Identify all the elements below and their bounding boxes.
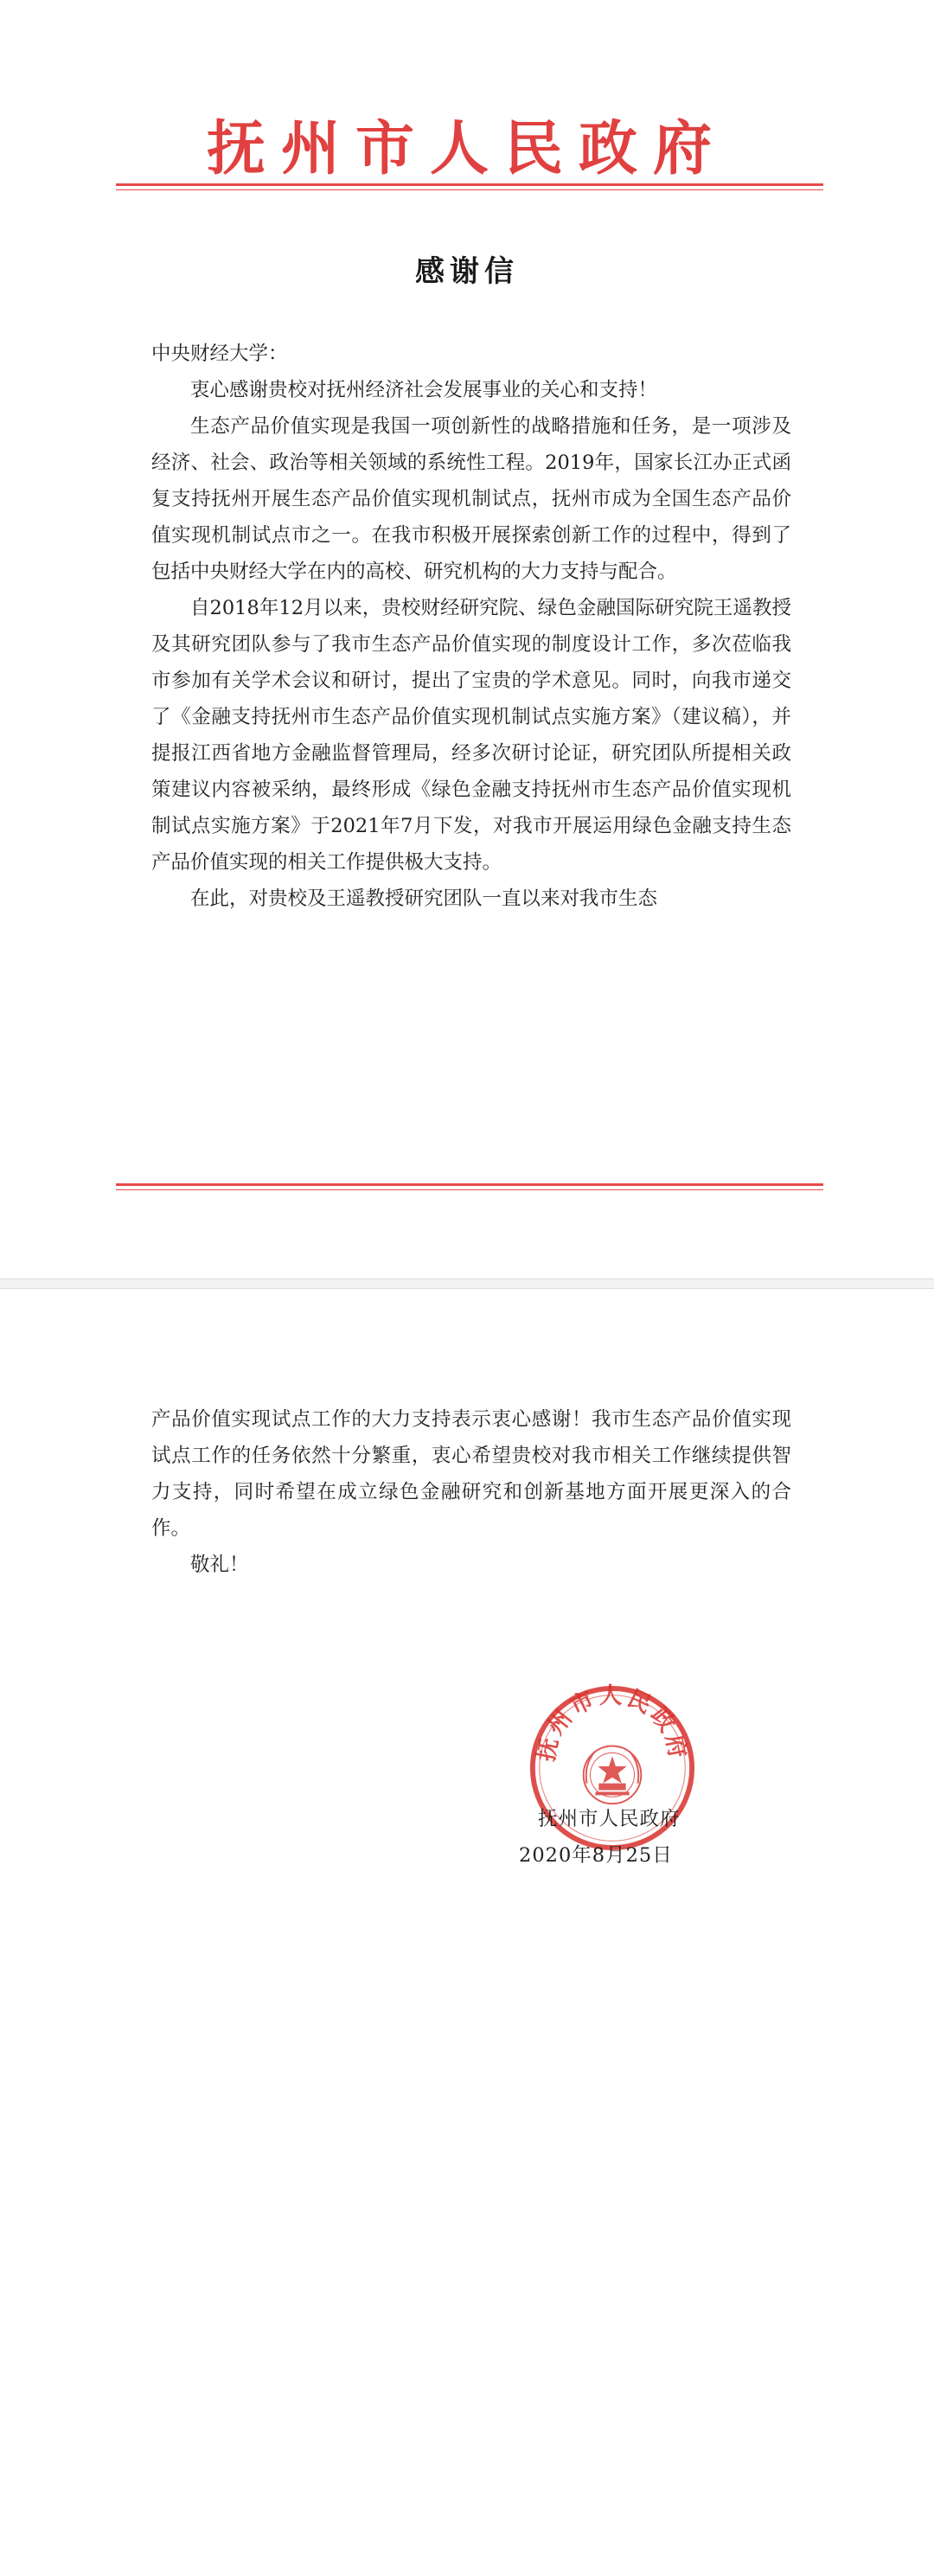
letterhead-title: 抚州市人民政府 [206, 114, 727, 183]
footer-rule-thick [116, 1183, 823, 1186]
footer-rule-thin [116, 1189, 823, 1190]
salutation: 中央财经大学： [151, 343, 288, 365]
signature-date: 2020年8月25日 [519, 1844, 673, 1867]
page-break [0, 1278, 934, 1289]
paragraph-thanks: 衷心感谢贵校对抚州经济社会发展事业的关心和支持！ [190, 379, 658, 401]
paragraph-continuation: 产品价值实现试点工作的大力支持表示衷心感谢！我市生态产品价值实现试点工作的任务依然十分繁重，衷心希望贵校对我市相关工作继续提供智力支持，同时希望在成立绿色金融研究和创新基地方面开展更深入的合作。 [151, 1408, 791, 1540]
letterhead-rule-thick [116, 183, 823, 186]
letter-title: 感谢信 [415, 254, 519, 289]
letter-body-page-2 [151, 1401, 791, 1583]
letterhead-rule-thin [116, 189, 823, 190]
signature-organization: 抚州市人民政府 [538, 1808, 681, 1830]
letter-body-page-1 [151, 336, 791, 917]
national-emblem-icon [584, 1746, 642, 1804]
paragraph-cooperation: 自2018年12月以来，贵校财经研究院、绿色金融国际研究院王遥教授及其研究团队参与了我市生态产品价值实现的制度设计工作，多次莅临我市参加有关学术会议和研讨，提出了宝贵的学术意见。同时，向我市递交了《金融支持抚州市生态产品价值实现机制试点实施方案》（建议稿），并提报江西省地方金融监督管理局，经多次研讨论证，研究团队所提相关政策建议内容被采纳，最终形成《绿色金融支持抚州市生态产品价值实现机制试点实施方案》于2021年7月下发，对我市开展运用绿色金融支持生态产品价值实现的相关工作提供极大支持。 [151, 597, 791, 874]
paragraph-background: 生态产品价值实现是我国一项创新性的战略措施和任务，是一项涉及经济、社会、政治等相关领域的系统性工程。2019年，国家长江办正式函复支持抚州开展生态产品价值实现机制试点，抚州市成为全国生态产品价值实现机制试点市之一。在我市积极开展探索创新工作的过程中，得到了包括中央财经大学在内的高校、研究机构的大力支持与配合。 [151, 415, 791, 583]
seal-text: 抚州市人民政府 [533, 1683, 692, 1764]
closing-salute: 敬礼！ [190, 1554, 249, 1576]
paragraph-closing-start: 在此，对贵校及王遥教授研究团队一直以来对我市生态 [190, 888, 658, 910]
letter-page-1 [0, 0, 934, 1278]
signature-block [519, 1801, 744, 1874]
svg-text:抚州市人民政府 [533, 1683, 692, 1764]
